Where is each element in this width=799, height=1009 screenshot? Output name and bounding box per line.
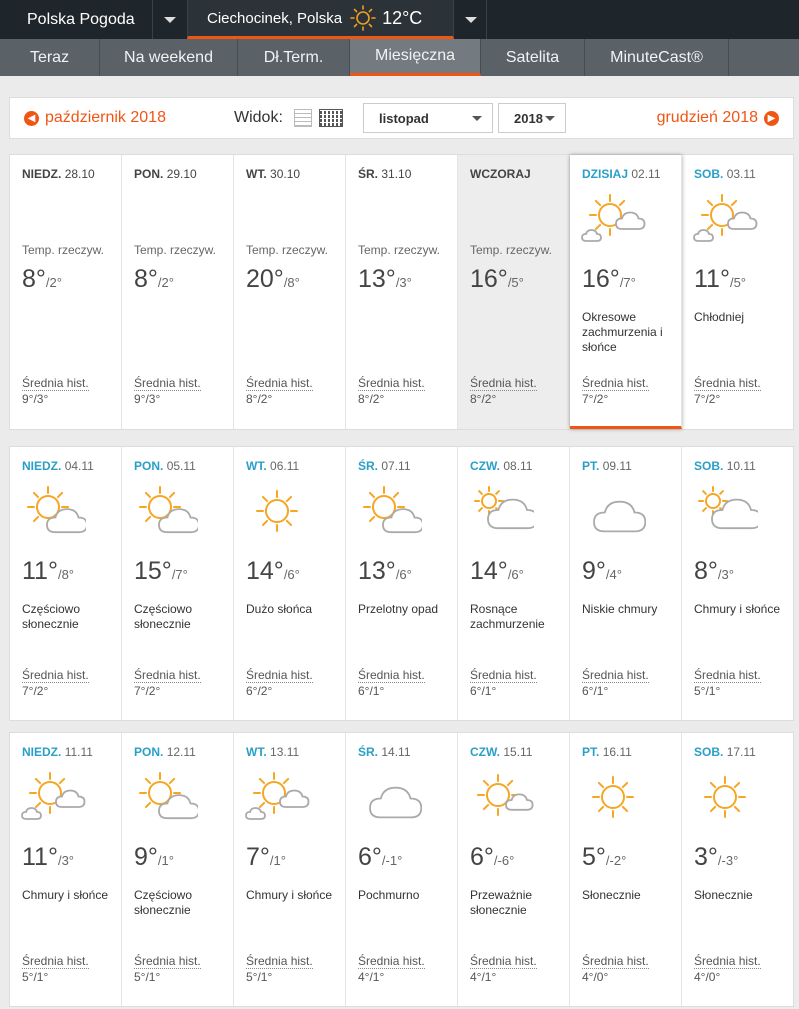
hist-avg-label[interactable]: Średnia hist. <box>358 376 425 390</box>
temperature <box>134 557 188 586</box>
condition-text: Chmury i słońce <box>694 602 781 616</box>
hist-avg-label[interactable]: Średnia hist. <box>470 668 537 682</box>
temp-high: 11° <box>22 843 58 871</box>
day-cell[interactable] <box>458 733 570 1006</box>
day-date: 29.10 <box>166 167 197 181</box>
sun-cloud-small-icon <box>692 193 758 245</box>
day-of-week: SOB. <box>694 167 724 181</box>
day-header <box>358 459 411 473</box>
hist-avg-value: 8°/2° <box>470 392 497 406</box>
temp-high: 9° <box>582 557 606 585</box>
temperature <box>358 265 412 294</box>
temp-high: 5° <box>582 843 606 871</box>
day-header <box>246 459 299 473</box>
temp-low: /-2° <box>605 853 627 868</box>
temperature <box>582 843 626 872</box>
day-header <box>582 167 661 181</box>
sun-icon <box>580 771 646 823</box>
hist-avg-value: 5°/1° <box>694 684 721 698</box>
real-temp-label: Temp. rzeczyw. <box>246 243 329 257</box>
day-date: 17.11 <box>726 745 756 759</box>
day-cell[interactable] <box>458 447 570 720</box>
temperature <box>358 557 412 586</box>
day-of-week: PT. <box>582 459 600 473</box>
grid-view-icon[interactable] <box>319 109 343 127</box>
day-of-week: ŚR. <box>358 745 379 759</box>
temp-low: /4° <box>605 567 622 582</box>
top-bar <box>0 0 799 39</box>
day-date: 09.11 <box>602 459 632 473</box>
temperature <box>22 265 62 294</box>
temp-high: 8° <box>694 557 718 585</box>
day-header <box>22 745 93 759</box>
temperature <box>246 557 300 586</box>
temperature <box>134 843 174 872</box>
arrow-left-icon: ◀ <box>24 111 39 126</box>
hist-avg-value: 8°/2° <box>358 392 385 406</box>
day-header <box>358 745 411 759</box>
temp-low: /8° <box>57 567 74 582</box>
real-temp-label: Temp. rzeczyw. <box>22 243 105 257</box>
temp-low: /6° <box>395 567 412 582</box>
temperature <box>22 557 74 586</box>
hist-avg-label[interactable]: Średnia hist. <box>246 954 313 968</box>
hist-avg-label[interactable]: Średnia hist. <box>470 376 537 390</box>
day-cell[interactable] <box>570 733 682 1006</box>
day-cell[interactable] <box>10 447 122 720</box>
tab-teraz[interactable]: Teraz <box>0 39 100 76</box>
cloud-icon <box>356 771 422 823</box>
forecast-tabs <box>0 39 799 76</box>
brand-dropdown-button[interactable] <box>154 0 186 39</box>
temperature <box>22 843 74 872</box>
temp-high: 7° <box>246 843 270 871</box>
day-of-week: PON. <box>134 459 164 473</box>
day-of-week: SOB. <box>694 745 724 759</box>
day-of-week: PON. <box>134 167 164 181</box>
day-cell[interactable] <box>346 155 458 429</box>
temp-low: /7° <box>619 275 636 290</box>
day-date: 04.11 <box>64 459 94 473</box>
day-of-week: DZISIAJ <box>582 167 629 181</box>
cloud-icon <box>580 485 646 537</box>
chevron-down-icon <box>472 116 482 121</box>
chevron-down-icon <box>164 17 176 23</box>
month-select-value: listopad <box>379 110 429 126</box>
day-cell[interactable] <box>234 155 346 429</box>
day-date: 31.10 <box>381 167 412 181</box>
brand-link[interactable]: Polska Pogoda <box>0 0 153 39</box>
view-label: Widok: <box>234 109 283 126</box>
tab-minutecast[interactable]: MinuteCast® <box>585 39 729 76</box>
current-temperature: 12°C <box>382 7 423 28</box>
temp-high: 13° <box>358 557 396 585</box>
hist-avg-label[interactable]: Średnia hist. <box>694 668 761 682</box>
hist-avg-label[interactable]: Średnia hist. <box>22 954 89 968</box>
temp-low: /2° <box>157 275 174 290</box>
day-cell[interactable] <box>346 733 458 1006</box>
day-header <box>470 745 532 759</box>
day-cell[interactable] <box>682 447 795 720</box>
temp-high: 13° <box>358 265 396 293</box>
day-header <box>134 745 196 759</box>
sun-icon <box>244 485 310 537</box>
sun-cloud-small-icon <box>244 771 310 823</box>
chevron-down-icon <box>465 17 477 23</box>
hist-avg-value: 6°/1° <box>470 684 497 698</box>
temperature <box>582 557 622 586</box>
temp-low: /3° <box>57 853 74 868</box>
day-date: 03.11 <box>726 167 756 181</box>
day-of-week: NIEDZ. <box>22 167 62 181</box>
hist-avg-value: 8°/2° <box>246 392 273 406</box>
sun-cloud-small-icon <box>20 771 86 823</box>
hist-avg-value: 6°/2° <box>246 684 273 698</box>
condition-text: Częściowo słonecznie <box>22 602 81 631</box>
hist-avg-label[interactable]: Średnia hist. <box>358 954 425 968</box>
temp-high: 16° <box>470 265 508 293</box>
partly-sunny-icon <box>132 485 198 537</box>
day-cell[interactable] <box>122 733 234 1006</box>
hist-avg-value: 5°/1° <box>134 970 161 984</box>
sun-small-cloud-icon <box>468 771 534 823</box>
day-of-week: ŚR. <box>358 459 379 473</box>
day-of-week: CZW. <box>470 459 500 473</box>
prev-month-label: październik 2018 <box>45 109 166 126</box>
day-cell[interactable] <box>10 155 122 429</box>
condition-text: Słonecznie <box>694 888 753 902</box>
temp-low: /-3° <box>717 853 739 868</box>
temp-high: 8° <box>134 265 158 293</box>
day-date: 07.11 <box>381 459 411 473</box>
hist-avg-label[interactable]: Średnia hist. <box>694 954 761 968</box>
temperature <box>246 843 286 872</box>
temp-high: 20° <box>246 265 284 293</box>
year-select[interactable] <box>498 103 566 133</box>
hist-avg-value: 9°/3° <box>134 392 161 406</box>
hist-avg-label[interactable]: Średnia hist. <box>22 668 89 682</box>
condition-text: Rosnące zachmurzenie <box>470 602 545 631</box>
hist-avg-label[interactable]: Średnia hist. <box>582 668 649 682</box>
real-temp-label: Temp. rzeczyw. <box>358 243 441 257</box>
temp-high: 14° <box>246 557 284 585</box>
day-date: 15.11 <box>503 745 533 759</box>
next-month-label: grudzień 2018 <box>656 109 758 126</box>
historical-average <box>358 667 425 699</box>
day-cell[interactable] <box>234 733 346 1006</box>
condition-text: Dużo słońca <box>246 602 313 616</box>
day-cell[interactable] <box>234 447 346 720</box>
hist-avg-value: 5°/1° <box>22 970 49 984</box>
day-header <box>582 745 632 759</box>
temperature <box>470 843 514 872</box>
condition-text: Pochmurno <box>358 888 420 902</box>
day-cell[interactable] <box>346 447 458 720</box>
hist-avg-value: 4°/1° <box>358 970 385 984</box>
condition-text: Chłodniej <box>694 310 745 324</box>
hist-avg-value: 7°/2° <box>582 392 609 406</box>
historical-average <box>582 667 649 699</box>
mostly-cloudy-icon <box>468 485 534 537</box>
day-header <box>358 167 411 181</box>
historical-average <box>694 953 761 985</box>
temp-low: /6° <box>507 567 524 582</box>
temp-high: 16° <box>582 265 620 293</box>
partly-sunny-icon <box>356 485 422 537</box>
day-header <box>470 167 531 181</box>
day-header <box>582 459 632 473</box>
day-date: 14.11 <box>381 745 411 759</box>
day-date: 06.11 <box>270 459 300 473</box>
temp-high: 8° <box>22 265 46 293</box>
hist-avg-value: 4°/0° <box>694 970 721 984</box>
week-row <box>9 446 794 721</box>
hist-avg-value: 7°/2° <box>694 392 721 406</box>
day-header <box>470 459 532 473</box>
day-of-week: SOB. <box>694 459 724 473</box>
day-of-week: WT. <box>246 459 267 473</box>
temperature <box>470 557 524 586</box>
sun-icon <box>692 771 758 823</box>
temp-high: 6° <box>470 843 494 871</box>
hist-avg-label[interactable]: Średnia hist. <box>582 376 649 390</box>
location-name: Ciechocinek, Polska <box>207 9 343 27</box>
year-select-value: 2018 <box>514 110 543 126</box>
condition-text: Częściowo słonecznie <box>134 602 193 631</box>
location-dropdown-button[interactable] <box>455 0 487 39</box>
historical-average <box>358 953 425 985</box>
condition-text: Przelotny opad <box>358 602 439 616</box>
condition-text: Chmury i słońce <box>22 888 109 902</box>
hist-avg-value: 6°/1° <box>358 684 385 698</box>
historical-average <box>694 375 761 407</box>
day-header <box>246 745 299 759</box>
day-cell[interactable] <box>570 447 682 720</box>
condition-text: Okresowe zachmurzenia i słońce <box>582 310 663 354</box>
temp-low: /7° <box>171 567 188 582</box>
temp-high: 6° <box>358 843 382 871</box>
temp-low: /8° <box>283 275 300 290</box>
condition-text: Przeważnie słonecznie <box>470 888 533 917</box>
day-cell[interactable] <box>570 155 682 429</box>
temp-high: 9° <box>134 843 158 871</box>
hist-avg-value: 6°/1° <box>582 684 609 698</box>
sun-icon <box>350 5 376 31</box>
hist-avg-label[interactable]: Średnia hist. <box>246 668 313 682</box>
hist-avg-label[interactable]: Średnia hist. <box>246 376 313 390</box>
day-date: 05.11 <box>166 459 196 473</box>
hist-avg-label[interactable]: Średnia hist. <box>22 376 89 390</box>
historical-average <box>22 375 89 407</box>
temp-low: /-1° <box>381 853 403 868</box>
day-of-week: WCZORAJ <box>470 167 531 181</box>
mostly-cloudy-icon <box>692 485 758 537</box>
temp-low: /1° <box>157 853 174 868</box>
tab-miesieczna[interactable]: Miesięczna <box>350 39 481 76</box>
condition-text: Chmury i słońce <box>246 888 333 902</box>
historical-average <box>22 953 89 985</box>
historical-average <box>470 375 537 407</box>
hist-avg-label[interactable]: Średnia hist. <box>134 954 201 968</box>
month-select[interactable] <box>363 103 493 133</box>
hist-avg-value: 7°/2° <box>22 684 49 698</box>
temp-low: /5° <box>507 275 524 290</box>
temp-low: /-6° <box>493 853 515 868</box>
hist-avg-label[interactable]: Średnia hist. <box>582 954 649 968</box>
temperature <box>134 265 174 294</box>
location-selector[interactable] <box>187 0 454 39</box>
day-header <box>246 167 300 181</box>
day-cell[interactable] <box>10 733 122 1006</box>
day-of-week: PT. <box>582 745 600 759</box>
day-header <box>694 459 756 473</box>
temp-low: /5° <box>729 275 746 290</box>
historical-average <box>134 667 201 699</box>
day-header <box>22 459 94 473</box>
condition-text: Częściowo słonecznie <box>134 888 193 917</box>
day-header <box>22 167 95 181</box>
day-header <box>134 167 197 181</box>
day-date: 02.11 <box>631 167 661 181</box>
historical-average <box>582 375 649 407</box>
week-row <box>9 732 794 1007</box>
day-cell[interactable] <box>682 155 795 429</box>
real-temp-label: Temp. rzeczyw. <box>134 243 217 257</box>
temp-high: 15° <box>134 557 172 585</box>
real-temp-label: Temp. rzeczyw. <box>470 243 553 257</box>
day-of-week: WT. <box>246 167 267 181</box>
historical-average <box>134 375 201 407</box>
historical-average <box>582 953 649 985</box>
historical-average <box>134 953 201 985</box>
temperature <box>358 843 402 872</box>
prev-month-link[interactable] <box>24 98 166 138</box>
historical-average <box>694 667 761 699</box>
partly-sunny-icon <box>132 771 198 823</box>
temperature <box>246 265 300 294</box>
day-of-week: ŚR. <box>358 167 379 181</box>
day-of-week: NIEDZ. <box>22 745 62 759</box>
day-date: 12.11 <box>166 745 196 759</box>
temp-high: 14° <box>470 557 508 585</box>
sun-cloud-small-icon <box>580 193 646 245</box>
day-header <box>134 459 196 473</box>
historical-average <box>470 667 537 699</box>
day-cell[interactable] <box>122 155 234 429</box>
day-date: 30.10 <box>270 167 301 181</box>
day-of-week: WT. <box>246 745 267 759</box>
temperature <box>582 265 636 294</box>
temp-low: /6° <box>283 567 300 582</box>
list-view-icon[interactable] <box>294 109 312 127</box>
day-cell[interactable] <box>682 733 795 1006</box>
historical-average <box>358 375 425 407</box>
hist-avg-label[interactable]: Średnia hist. <box>134 376 201 390</box>
hist-avg-label[interactable]: Średnia hist. <box>358 668 425 682</box>
day-of-week: PON. <box>134 745 164 759</box>
chevron-down-icon <box>545 116 555 121</box>
day-header <box>694 167 756 181</box>
condition-text: Niskie chmury <box>582 602 658 616</box>
temp-low: /2° <box>45 275 62 290</box>
hist-avg-value: 9°/3° <box>22 392 49 406</box>
next-month-link[interactable] <box>657 98 779 138</box>
day-date: 28.10 <box>64 167 95 181</box>
day-of-week: CZW. <box>470 745 500 759</box>
day-date: 16.11 <box>602 745 632 759</box>
temperature <box>470 265 524 294</box>
historical-average <box>246 375 313 407</box>
day-cell[interactable] <box>458 155 570 429</box>
condition-text: Słonecznie <box>582 888 641 902</box>
historical-average <box>246 667 313 699</box>
day-date: 10.11 <box>726 459 756 473</box>
hist-avg-label[interactable]: Średnia hist. <box>470 954 537 968</box>
hist-avg-value: 4°/1° <box>470 970 497 984</box>
temperature <box>694 843 738 872</box>
partly-sunny-icon <box>20 485 86 537</box>
month-navigation-bar <box>9 97 794 139</box>
historical-average <box>246 953 313 985</box>
hist-avg-label[interactable]: Średnia hist. <box>134 668 201 682</box>
hist-avg-label[interactable]: Średnia hist. <box>694 376 761 390</box>
day-cell[interactable] <box>122 447 234 720</box>
tab-dl-term[interactable]: Dł.Term. <box>238 39 350 76</box>
day-date: 11.11 <box>64 745 93 759</box>
temp-high: 11° <box>694 265 730 293</box>
temp-low: /3° <box>717 567 734 582</box>
temp-low: /3° <box>395 275 412 290</box>
day-date: 08.11 <box>503 459 533 473</box>
week-row <box>9 154 794 430</box>
tab-satelita[interactable]: Satelita <box>481 39 585 76</box>
temp-low: /1° <box>269 853 286 868</box>
tab-na-weekend[interactable]: Na weekend <box>100 39 238 76</box>
hist-avg-value: 4°/0° <box>582 970 609 984</box>
temperature <box>694 265 746 294</box>
hist-avg-value: 7°/2° <box>134 684 161 698</box>
historical-average <box>22 667 89 699</box>
temp-high: 3° <box>694 843 718 871</box>
temp-high: 11° <box>22 557 58 585</box>
day-header <box>694 745 756 759</box>
temperature <box>694 557 734 586</box>
arrow-right-icon: ▶ <box>764 111 779 126</box>
historical-average <box>470 953 537 985</box>
day-of-week: NIEDZ. <box>22 459 62 473</box>
day-date: 13.11 <box>270 745 300 759</box>
hist-avg-value: 5°/1° <box>246 970 273 984</box>
